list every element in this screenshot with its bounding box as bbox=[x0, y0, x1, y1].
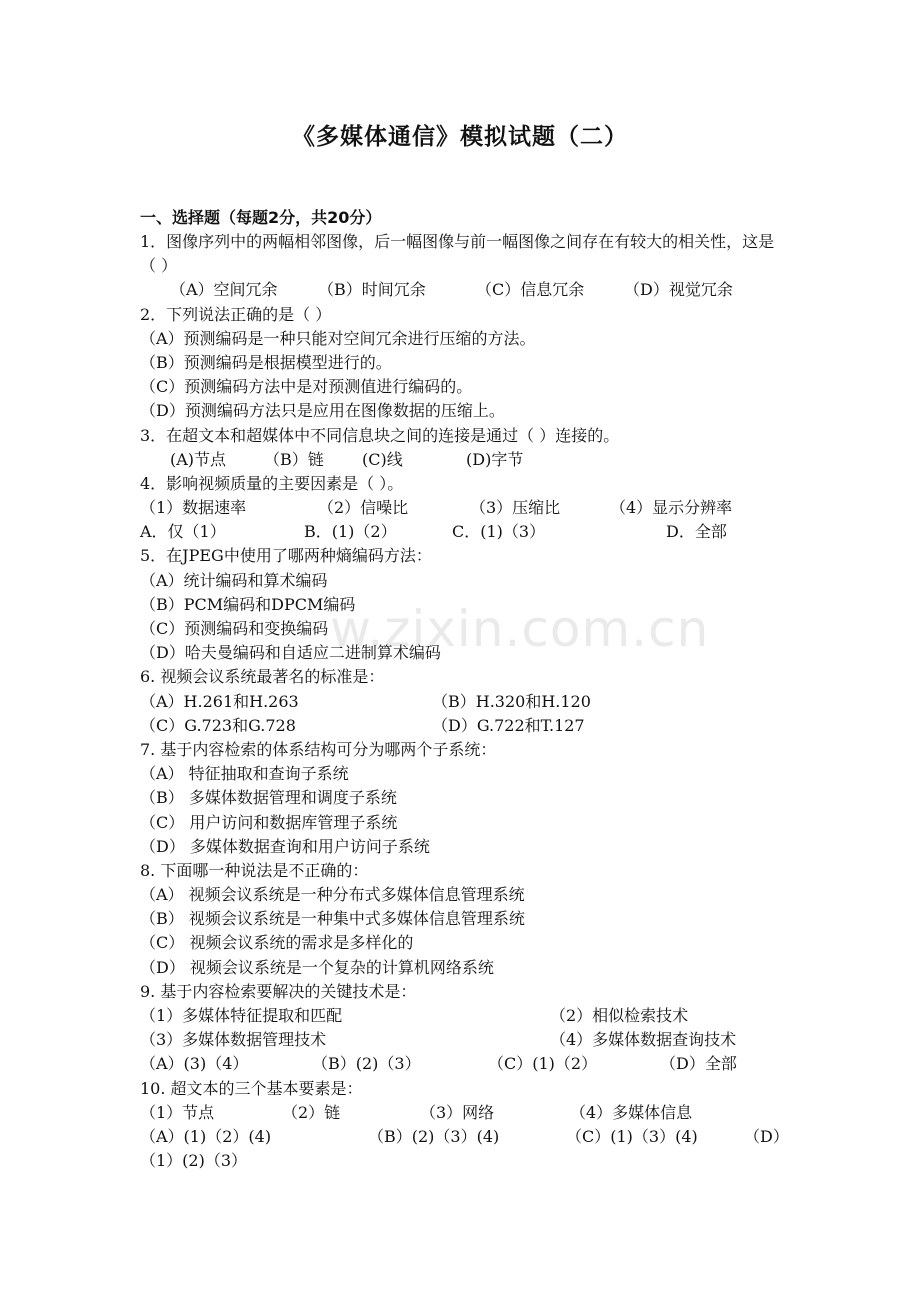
question-9-stem: 9. 基于内容检索要解决的关键技术是： bbox=[140, 981, 417, 1001]
q2-option-c: （C）预测编码方法中是对预测值进行编码的。 bbox=[140, 377, 473, 397]
q10-element-1: （1）节点 bbox=[140, 1102, 215, 1122]
q4-factor-3: （3）压缩比 bbox=[470, 498, 561, 518]
question-10-elements bbox=[140, 1101, 790, 1125]
question-9-techs-row2 bbox=[140, 1028, 790, 1052]
q4-option-a: A．仅（1） bbox=[140, 522, 226, 542]
q6-option-c: （C）G.723和G.728 bbox=[140, 715, 296, 735]
q10-option-a: （A）(1)（2）(4) bbox=[140, 1126, 272, 1146]
q2-option-d: （D）预测编码方法只是应用在图像数据的压缩上。 bbox=[140, 401, 505, 421]
q4-option-b: B．(1)（2） bbox=[304, 522, 397, 542]
q5-option-b: （B）PCM编码和DPCM编码 bbox=[140, 594, 356, 614]
question-list bbox=[140, 206, 790, 1173]
question-3-options bbox=[140, 448, 790, 472]
q10-option-d: （D） bbox=[744, 1126, 789, 1146]
q9-option-a: （A）(3)（4） bbox=[140, 1054, 249, 1074]
q6-option-d: （D）G.722和T.127 bbox=[432, 715, 585, 735]
q10-element-3: （3）网络 bbox=[420, 1102, 495, 1122]
q10-element-2: （2）链 bbox=[282, 1102, 341, 1122]
q7-option-d: （D） 多媒体数据查询和用户访问子系统 bbox=[140, 836, 430, 856]
q9-option-d: （D）全部 bbox=[660, 1054, 737, 1074]
q4-factor-2: （2）信噪比 bbox=[318, 498, 409, 518]
question-7-stem: 7. 基于内容检索的体系结构可分为哪两个子系统： bbox=[140, 739, 497, 759]
q9-tech-1: （1）多媒体特征提取和匹配 bbox=[140, 1006, 343, 1026]
watermark: w.zixin.com.cn bbox=[330, 600, 710, 658]
q9-option-c: （C）(1)（2） bbox=[488, 1054, 598, 1074]
q2-option-b: （B）预测编码是根据模型进行的。 bbox=[140, 352, 392, 372]
q8-option-b: （B） 视频会议系统是一种集中式多媒体信息管理系统 bbox=[140, 909, 525, 929]
question-1-options bbox=[140, 278, 790, 302]
q9-tech-4: （4）多媒体数据查询技术 bbox=[550, 1030, 737, 1050]
q2-option-a: （A）预测编码是一种只能对空间冗余进行压缩的方法。 bbox=[140, 328, 536, 348]
q10-element-4: （4）多媒体信息 bbox=[570, 1102, 693, 1122]
q3-option-d: (D)字节 bbox=[466, 449, 524, 469]
q4-factor-4: （4）显示分辨率 bbox=[610, 498, 733, 518]
q5-option-d: （D）哈夫曼编码和自适应二进制算术编码 bbox=[140, 643, 441, 663]
q10-option-d-continued: （1）(2)（3） bbox=[140, 1151, 248, 1171]
page-title: 《多媒体通信》模拟试题（二） bbox=[292, 124, 628, 150]
q1-option-b: （B）时间冗余 bbox=[318, 280, 426, 300]
q8-option-d: （D） 视频会议系统是一个复杂的计算机网络系统 bbox=[140, 957, 494, 977]
question-9-options bbox=[140, 1052, 790, 1076]
q9-tech-3: （3）多媒体数据管理技术 bbox=[140, 1030, 327, 1050]
q4-option-d: D．全部 bbox=[666, 522, 727, 542]
q7-option-b: （B） 多媒体数据管理和调度子系统 bbox=[140, 788, 397, 808]
q5-option-c: （C）预测编码和变换编码 bbox=[140, 619, 329, 639]
q4-factor-1: （1）数据速率 bbox=[140, 498, 247, 518]
q8-option-c: （C） 视频会议系统的需求是多样化的 bbox=[140, 933, 414, 953]
q3-option-a: (A)节点 bbox=[170, 449, 227, 469]
question-4-stem: 4．影响视频质量的主要因素是（ ）。 bbox=[140, 473, 404, 493]
q10-option-c: （C）(1)（3）(4) bbox=[566, 1126, 698, 1146]
question-3-stem: 3．在超文本和超媒体中不同信息块之间的连接是通过（ ）连接的。 bbox=[140, 425, 620, 445]
q5-option-a: （A）统计编码和算术编码 bbox=[140, 570, 328, 590]
q1-option-c: （C）信息冗余 bbox=[476, 280, 585, 300]
question-4-factors bbox=[140, 496, 790, 520]
section-heading: 一、选择题（每题2分，共20分） bbox=[140, 208, 382, 227]
q6-option-a: （A）H.261和H.263 bbox=[140, 691, 299, 711]
question-10-options bbox=[140, 1125, 790, 1149]
q9-option-b: （B）(2)（3） bbox=[312, 1054, 421, 1074]
question-1-stem: 1．图像序列中的两幅相邻图像，后一幅图像与前一幅图像之间存在有较大的相关性，这是（ ） bbox=[140, 232, 775, 276]
q7-option-a: （A） 特征抽取和查询子系统 bbox=[140, 764, 349, 784]
q6-option-b: （B）H.320和H.120 bbox=[432, 691, 591, 711]
question-5-stem: 5．在JPEG中使用了哪两种熵编码方法： bbox=[140, 546, 432, 566]
q1-option-a: （A）空间冗余 bbox=[170, 280, 278, 300]
q4-option-c: C．(1)（3） bbox=[452, 522, 546, 542]
q1-option-d: （D）视觉冗余 bbox=[624, 280, 733, 300]
question-6-options-row2 bbox=[140, 714, 790, 738]
q7-option-c: （C） 用户访问和数据库管理子系统 bbox=[140, 812, 398, 832]
question-9-techs-row1 bbox=[140, 1004, 790, 1028]
question-6-stem: 6. 视频会议系统最著名的标准是： bbox=[140, 667, 385, 687]
q9-tech-2: （2）相似检索技术 bbox=[550, 1006, 689, 1026]
question-2-stem: 2．下列说法正确的是（ ） bbox=[140, 304, 332, 324]
q3-option-b: （B）链 bbox=[264, 449, 324, 469]
q3-option-c: (C)线 bbox=[362, 449, 403, 469]
q8-option-a: （A） 视频会议系统是一种分布式多媒体信息管理系统 bbox=[140, 885, 525, 905]
q10-option-b: （B）(2)（3）(4) bbox=[368, 1126, 500, 1146]
question-6-options-row1 bbox=[140, 690, 790, 714]
question-4-options bbox=[140, 520, 790, 544]
question-10-stem: 10. 超文本的三个基本要素是： bbox=[140, 1078, 363, 1098]
question-8-stem: 8. 下面哪一种说法是不正确的： bbox=[140, 860, 369, 880]
